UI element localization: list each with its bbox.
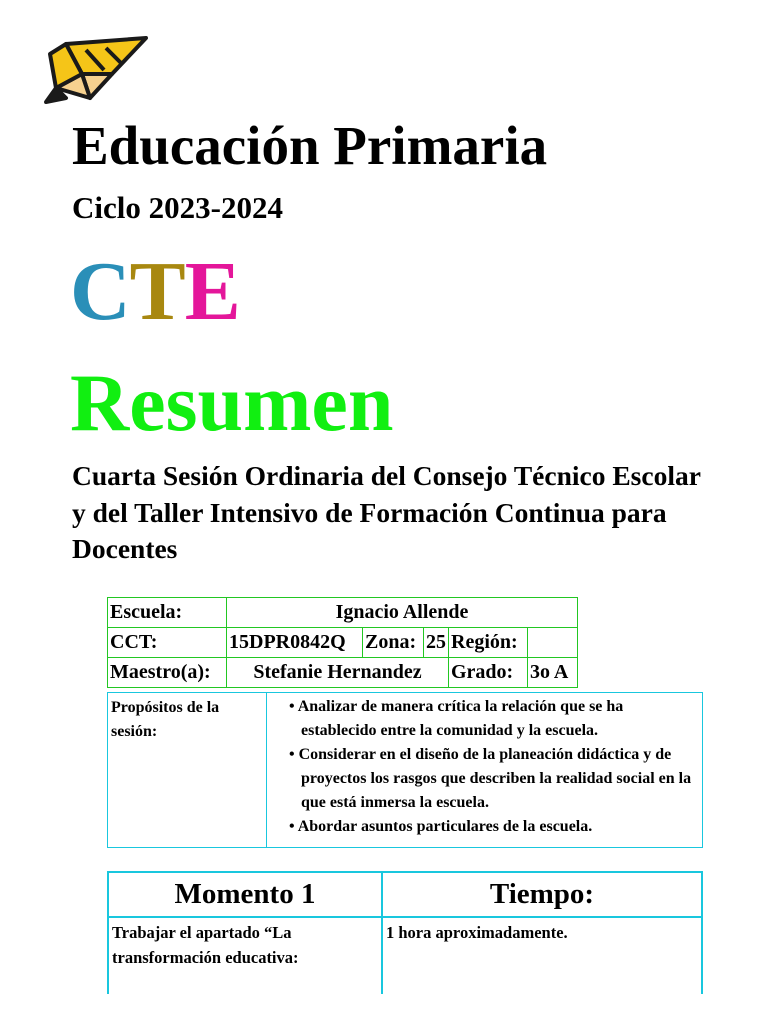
table-row <box>108 917 702 994</box>
moment-header: Momento 1 <box>108 872 382 917</box>
cte-heading <box>70 245 240 338</box>
list-item: • Analizar de manera crítica la relación que se ha establecido entre la comunidad y la escuela. <box>289 698 624 739</box>
cct-label: CCT: <box>108 628 227 658</box>
escuela-label: Escuela: <box>108 598 227 628</box>
grado-value: 3o A <box>528 658 578 688</box>
maestro-value: Stefanie Hernandez <box>227 658 449 688</box>
school-cycle: Ciclo 2023-2024 <box>72 190 283 225</box>
moment-activity: Trabajar el apartado “La transformación educativa: <box>108 917 382 994</box>
pencil-icon <box>42 36 148 106</box>
moment-time: 1 hora aproximadamente. <box>382 917 702 994</box>
school-info-table <box>107 597 578 688</box>
time-header: Tiempo: <box>382 872 702 917</box>
moment-table <box>107 871 703 994</box>
table-row <box>108 693 703 848</box>
region-label: Región: <box>449 628 528 658</box>
zona-value: 25 <box>424 628 449 658</box>
document-title: Educación Primaria <box>72 115 548 176</box>
session-subtitle: Cuarta Sesión Ordinaria del Consejo Técnico Escolar y del Taller Intensivo de Formación Continua para Docentes <box>72 460 701 564</box>
cct-value: 15DPR0842Q <box>227 628 363 658</box>
purposes-list-cell <box>267 693 703 848</box>
purposes-list <box>289 695 698 839</box>
table-row <box>108 598 578 628</box>
escuela-value: Ignacio Allende <box>227 598 578 628</box>
table-row <box>108 628 578 658</box>
cte-letter-c: C <box>70 245 130 338</box>
table-row <box>108 658 578 688</box>
resumen-heading: Resumen <box>70 357 394 448</box>
purposes-table <box>107 692 703 848</box>
list-item: • Considerar en el diseño de la planeación didáctica y de proyectos los rasgos que describen la realidad social en la que está inmersa la escuela. <box>289 746 692 811</box>
list-item: • Abordar asuntos particulares de la escuela. <box>289 818 593 835</box>
region-value <box>528 628 578 658</box>
cte-letter-e: E <box>184 245 240 338</box>
table-header-row <box>108 872 702 917</box>
grado-label: Grado: <box>449 658 528 688</box>
zona-label: Zona: <box>363 628 424 658</box>
maestro-label: Maestro(a): <box>108 658 227 688</box>
purposes-label: Propósitos de la sesión: <box>108 693 267 848</box>
cte-letter-t: T <box>129 245 185 338</box>
